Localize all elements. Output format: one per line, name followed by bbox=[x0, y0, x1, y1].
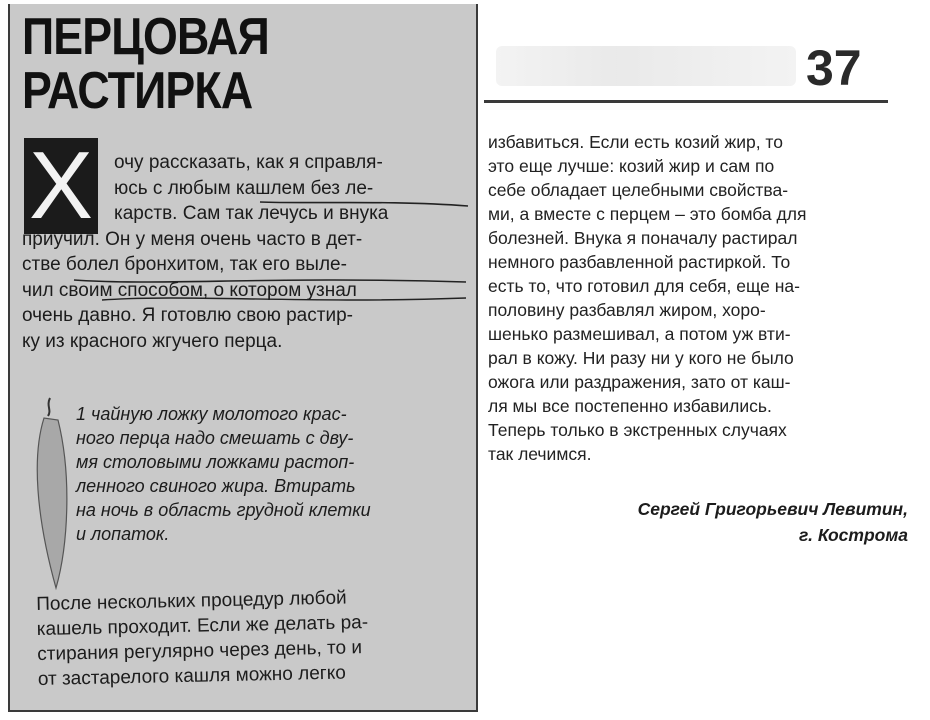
text-line: половину разбавлял жиром, хоро- bbox=[488, 300, 766, 320]
author-city: г. Кострома bbox=[799, 525, 908, 545]
lead-paragraph bbox=[22, 150, 470, 354]
page-number: 37 bbox=[806, 40, 862, 96]
text-line: кашель проходит. Если же делать ра- bbox=[36, 612, 369, 640]
faded-header-strip bbox=[496, 46, 796, 86]
text-line: ку из красного жгучего перца. bbox=[22, 330, 283, 352]
text-line: 1 чайную ложку молотого крас- bbox=[76, 404, 347, 424]
drop-cap: Х bbox=[24, 138, 98, 234]
text-line: от застарелого кашля можно легко bbox=[37, 662, 347, 690]
text-line: юсь с любым кашлем без ле- bbox=[114, 177, 374, 199]
author-name: Сергей Григорьевич Левитин, bbox=[637, 499, 908, 519]
text-line: очу рассказать, как я справля- bbox=[114, 152, 383, 173]
text-line: карств. Сам так лечусь и внука bbox=[114, 203, 389, 224]
text-line: болезней. Внука я поначалу растирал bbox=[488, 228, 798, 248]
text-line: ля мы все постепенно избавились. bbox=[488, 396, 772, 416]
text-line: это еще лучше: козий жир и сам по bbox=[488, 156, 775, 176]
text-line: Теперь только в экстренных случаях bbox=[488, 420, 787, 440]
text-line: шенько размешивал, а потом уж вти- bbox=[488, 324, 791, 344]
text-line: стирания регулярно через день, то и bbox=[37, 637, 363, 665]
text-line: ожога или раздражения, зато от каш- bbox=[488, 372, 791, 392]
author-signature bbox=[638, 496, 908, 548]
recipe-block bbox=[76, 402, 468, 546]
text-line: так лечимся. bbox=[488, 444, 592, 464]
text-line: После нескольких процедур любой bbox=[36, 587, 347, 615]
text-line: себе обладает целебными свойства- bbox=[488, 180, 789, 200]
text-line: на ночь в область грудной клетки bbox=[76, 500, 371, 520]
text-line: ного перца надо смешать с дву- bbox=[76, 428, 354, 448]
continuation-column bbox=[488, 130, 908, 466]
text-line: очень давно. Я готовлю свою растир- bbox=[22, 305, 353, 326]
text-line: есть то, что готовил для себя, еще на- bbox=[488, 276, 800, 296]
text-line: приучил. Он у меня очень часто в дет- bbox=[22, 228, 363, 250]
text-line: чил своим способом, о котором узнал bbox=[22, 279, 357, 301]
text-line: стве болел бронхитом, так его выле- bbox=[22, 254, 347, 275]
decorative-pepper-icon bbox=[28, 396, 74, 592]
text-line: рал в кожу. Ни разу ни у кого не было bbox=[488, 348, 794, 368]
article-headline: ПЕРЦОВАЯ РАСТИРКА bbox=[22, 8, 269, 120]
text-line: мя столовыми ложками растоп- bbox=[76, 452, 355, 472]
text-line: избавиться. Если есть козий жир, то bbox=[488, 132, 783, 152]
header-rule bbox=[484, 100, 888, 103]
closing-paragraph bbox=[36, 583, 474, 692]
text-line: ленного свиного жира. Втирать bbox=[76, 476, 356, 496]
article-column bbox=[8, 4, 478, 712]
text-line: ми, а вместе с перцем – это бомба для bbox=[488, 204, 807, 224]
text-line: и лопаток. bbox=[76, 524, 170, 544]
text-line: немного разбавленной растиркой. То bbox=[488, 252, 791, 272]
